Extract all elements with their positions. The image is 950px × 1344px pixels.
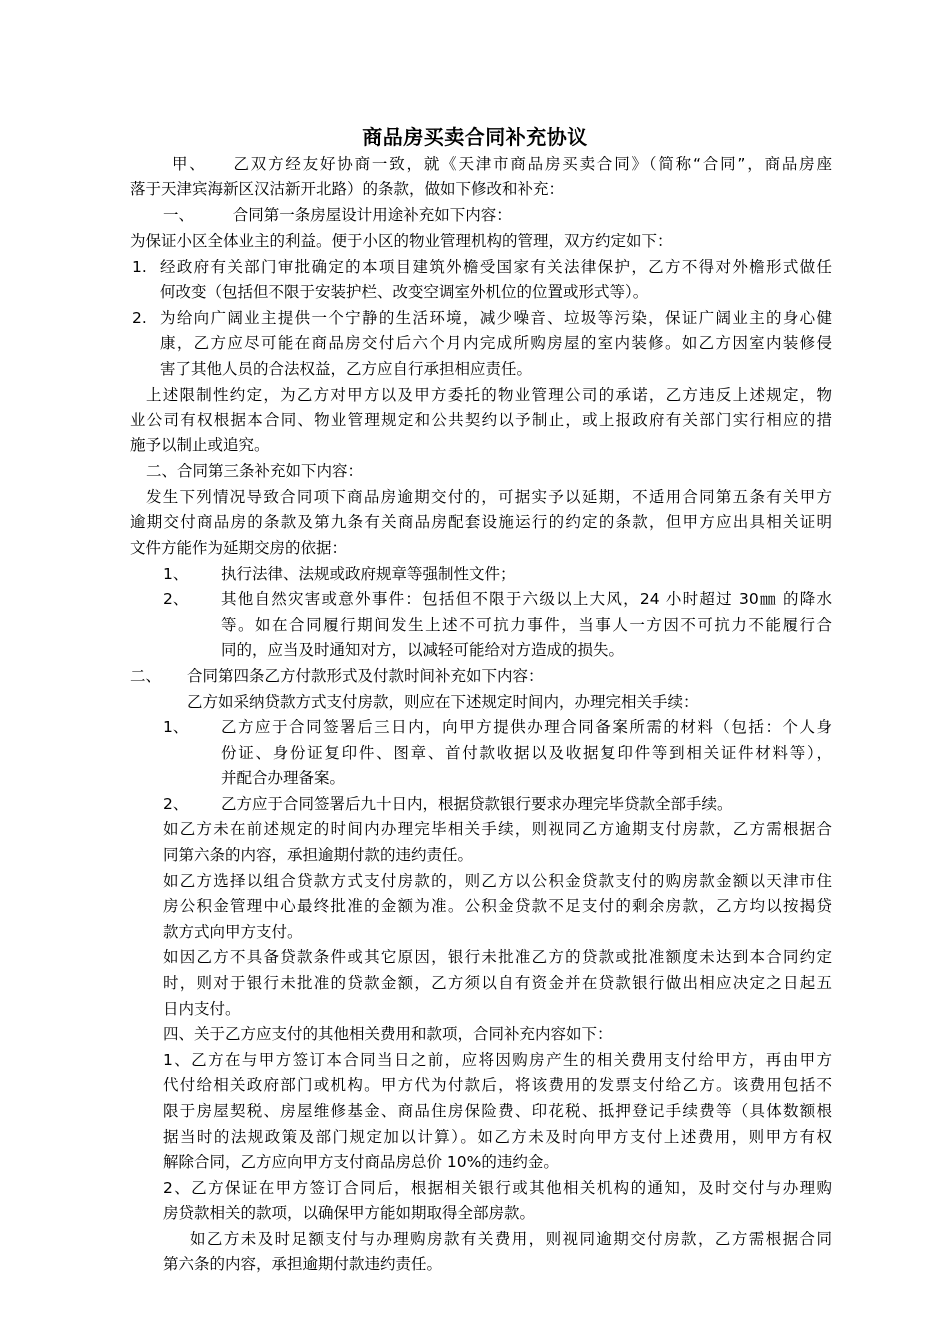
text-line: 2、 [163, 795, 189, 813]
text-line: 并配合办理备案。 [221, 769, 346, 787]
text-line: 逾期交付商品房的条款及第九条有关商品房配套设施运行的约定的条款，但甲方应出具相关证明 [130, 513, 832, 531]
text-line: 业公司有权根据本合同、物业管理规定和公共契约以予制止，或上报政府有关部门实行相应的措 [130, 411, 832, 429]
text-line: 1、 [163, 565, 189, 583]
text-line: 2、乙方保证在甲方签订合同后，根据相关银行或其他相关机构的通知，及时交付与办理购 [163, 1179, 832, 1197]
text-line: 同第六条的内容，承担逾期付款的违约责任。 [163, 846, 474, 864]
text-line: 解除合同，乙方应向甲方支付商品房总价 10%的违约金。 [163, 1153, 559, 1171]
text-line: 落于天津宾海新区汉沽新开北路）的条款，做如下修改和补充： [130, 180, 565, 198]
text-line: 乙方应于合同签署后九十日内，根据贷款银行要求办理完毕贷款全部手续。 [221, 795, 733, 813]
text-line: 施予以制止或追究。 [130, 436, 270, 454]
text-line: 房贷款相关的款项，以确保甲方能如期取得全部房款。 [163, 1204, 536, 1222]
text-line: 二、合同第三条补充如下内容： [146, 462, 364, 480]
text-line: 如乙方未在前述规定的时间内办理完毕相关手续，则视同乙方逾期支付房款，乙方需根据合 [163, 820, 832, 838]
text-line: 2. [132, 309, 147, 327]
text-line: 代付给相关政府部门或机构。甲方代为付款后，将该费用的发票支付给乙方。该费用包括不 [163, 1076, 832, 1094]
text-line: 经政府有关部门审批确定的本项目建筑外檐受国家有关法律保护，乙方不得对外檐形式做任 [160, 258, 832, 276]
text-line: 四、关于乙方应支付的其他相关费用和款项，合同补充内容如下： [163, 1025, 613, 1043]
text-line: 发生下列情况导致合同项下商品房逾期交付的，可据实予以延期，不适用合同第五条有关甲方 [146, 488, 832, 506]
text-line: 时，则对于银行未批准的贷款金额，乙方须以自有资金并在贷款银行做出相应决定之日起五 [163, 974, 832, 992]
text-line: 何改变（包括但不限于安装护栏、改变空调室外机位的位置或形式等）。 [160, 283, 649, 301]
text-line: 等。如在合同履行期间发生上述不可抗力事件，当事人一方因不可抗力不能履行合 [221, 616, 832, 634]
text-line: 据当时的法规政策及部门规定加以计算）。如乙方未及时向甲方支付上述费用，则甲方有权 [163, 1128, 832, 1146]
text-line: 房公积金管理中心最终批准的金额为准。公积金贷款不足支付的剩余房款，乙方均以按揭贷 [163, 897, 832, 915]
text-line: 如乙方未及时足额支付与办理购房款有关费用，则视同逾期交付房款，乙方需根据合同 [190, 1230, 832, 1248]
text-line: 份证、身份证复印件、图章、首付款收据以及收据复印件等到相关证件材料等）， [221, 744, 832, 762]
text-line: 一、 合同第一条房屋设计用途补充如下内容： [163, 206, 512, 224]
text-line: 如乙方选择以组合贷款方式支付房款的，则乙方以公积金贷款支付的购房款金额以天津市住 [163, 872, 832, 890]
text-line: 文件方能作为延期交房的依据： [130, 539, 348, 557]
text-line: 第六条的内容，承担逾期付款违约责任。 [163, 1255, 443, 1273]
text-line: 上述限制性约定，为乙方对甲方以及甲方委托的物业管理公司的承诺，乙方违反上述规定，物 [146, 386, 832, 404]
text-line: 甲、 乙双方经友好协商一致，就《天津市商品房买卖合同》（简称“合同”，商品房座 [172, 155, 832, 173]
text-line: 合同第四条乙方付款形式及付款时间补充如下内容： [187, 667, 544, 685]
text-line: 害了其他人员的合法权益，乙方应自行承担相应责任。 [160, 360, 533, 378]
text-line: 其他自然灾害或意外事件：包括但不限于六级以上大风，24 小时超过 30㎜ 的降水 [221, 590, 832, 608]
text-line: 为保证小区全体业主的利益。便于小区的物业管理机构的管理，双方约定如下： [130, 232, 673, 250]
document-title: 商品房买卖合同补充协议 [362, 125, 588, 149]
text-line: 为给向广阔业主提供一个宁静的生活环境，减少噪音、垃圾等污染，保证广阔业主的身心健 [160, 309, 832, 327]
text-line: 1、 [163, 718, 189, 736]
text-line: 康，乙方应尽可能在商品房交付后六个月内完成所购房屋的室内装修。如乙方因室内装修侵 [160, 334, 832, 352]
text-line: 款方式向甲方支付。 [163, 923, 303, 941]
text-line: 执行法律、法规或政府规章等强制性文件； [221, 565, 516, 583]
text-line: 同的，应当及时通知对方，以减轻可能给对方造成的损失。 [221, 641, 625, 659]
text-line: 1、乙方在与甲方签订本合同当日之前，应将因购房产生的相关费用支付给甲方，再由甲方 [163, 1051, 832, 1069]
text-line: 如因乙方不具备贷款条件或其它原因，银行未批准乙方的贷款或批准额度未达到本合同约定 [163, 948, 832, 966]
text-line: 乙方应于合同签署后三日内，向甲方提供办理合同备案所需的材料（包括：个人身 [221, 718, 832, 736]
text-line: 乙方如采纳贷款方式支付房款，则应在下述规定时间内，办理完相关手续： [187, 693, 699, 711]
text-line: 1. [132, 258, 147, 276]
text-line: 日内支付。 [163, 1000, 241, 1018]
text-line: 2、 [163, 590, 189, 608]
text-line: 限于房屋契税、房屋维修基金、商品住房保险费、印花税、抵押登记手续费等（具体数额根 [163, 1102, 832, 1120]
text-line: 二、 [130, 667, 162, 685]
